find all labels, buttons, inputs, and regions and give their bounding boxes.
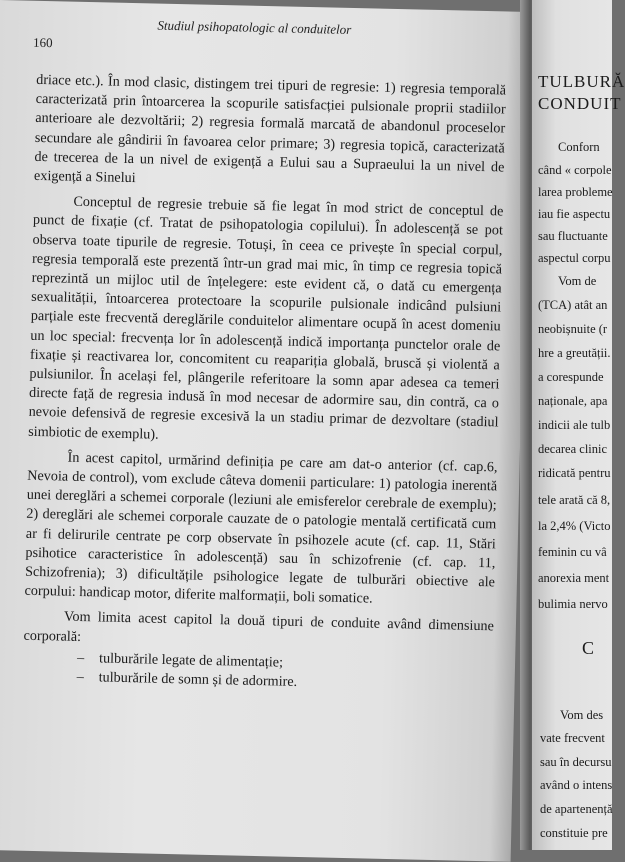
right-page-line: anorexia ment bbox=[538, 571, 610, 585]
right-page-line: constituie pre bbox=[540, 826, 608, 840]
right-page-line: Vom de bbox=[558, 274, 597, 288]
right-page-line: bulimia nervo bbox=[538, 597, 608, 611]
paragraph-2: Conceptul de regresie trebuie să fie legat în mod strict de conceptul de punct de fixație (cf. Tratat de psihopatologia copilului). În adolescență se pot observa toate tipurile de regresie. Totuși, în ceea ce privește în special corpul, regresia temporală este prezentă într-un grad mai mic, în timp ce regresia topică reprezintă un mijloc util de înțelegere: este evident că, o dată cu emergența sexualității, întoarcerea protectoare la scopurile pulsionale indicând pulsiuni parțiale este frecventă dereglările conduitelor alimentare ocupă în acest domeniu un loc special: frecvența lor în adolescență indică importanța punctelor orale de fixație și reactivarea lor, concomitent cu reapariția globală, bruscă și violentă a pulsiunilor. În același fel, plângerile referitoare la somn apar adesea ca temeri directe față de regresia indusă în mod necesar de adormire sau, din contră, ca o nevoie defensivă de regresie excesivă la un stadiu primar de dezvoltare (stadiul simbiotic de exemplu). bbox=[28, 193, 504, 443]
right-page-line: când « corpole bbox=[538, 163, 612, 177]
paragraph-4: Vom limita acest capitol la două tipuri de conduite având dimensiune corporală: bbox=[23, 609, 495, 645]
right-page-line: naționale, apa bbox=[538, 394, 608, 408]
right-page-line: sau fluctuante bbox=[538, 229, 608, 243]
right-page-line: tele arată că 8, bbox=[538, 493, 611, 507]
right-page-line: neobișnuite (r bbox=[538, 322, 608, 336]
right-page-line: feminin cu vâ bbox=[538, 545, 607, 559]
right-page-line: ridicată pentru bbox=[538, 466, 611, 480]
right-page-heading: C bbox=[582, 638, 595, 658]
right-page-line: larea probleme bbox=[538, 185, 613, 199]
right-page-line: la 2,4% (Victo bbox=[538, 519, 611, 533]
paragraph-3: În acest capitol, urmărind definiția pe care am dat-o anterior (cf. cap.6, Nevoia de control), vom exclude câteva domenii particulare: 1) patologia inerentă unei dereglări a schemei corporale (leziuni ale emisferelor cerebrale de exemplu); 2) dereglări ale schemei corporale cauzate de o patologie mentală certificată cum ar fi delirurile centrate pe corp observate în psihozele acute (cf. cap. 11, Stări psihotice caracteristice în adolescență) sau în schizofrenie (cf. cap. 11, Schizofrenia); 3) dificultățile psihologice legate de tulburări obiective ale corpului: handicap motor, diferite malformații, boli somatice. bbox=[24, 449, 498, 607]
paragraph-1: driace etc.). În mod clasic, distingem trei tipuri de regresie: 1) regresia temporală caracterizată prin întoarcerea la scopurile satisfacției pulsionale proprii stadiilor anterioare ale dezvoltării; 2) regresia formală marcată de abandonul proceselor secundare ale gândirii în favoarea celor primare; 3) regresia topică, caracterizată de trecerea de la un nivel de exigență a Eului sau a Supraeului la un nivel de exigență a Sinelui bbox=[33, 71, 507, 187]
page-number: 160 bbox=[32, 34, 53, 51]
right-page bbox=[532, 0, 625, 850]
body-text bbox=[22, 71, 506, 697]
right-page-line: (TCA) atât an bbox=[538, 298, 608, 312]
conduct-list bbox=[22, 648, 493, 697]
right-page-heading: CONDUIT bbox=[538, 94, 622, 113]
right-page-line: având o intens bbox=[540, 778, 613, 792]
running-head: Studiul psihopatologic al conduitelor bbox=[157, 17, 352, 37]
right-page-line: Conforn bbox=[558, 140, 600, 154]
right-page-line: sau în decursu bbox=[540, 755, 612, 769]
right-page-line: hre a greutății. bbox=[538, 346, 611, 360]
list-item: – tulburările legate de alimentație; bbox=[77, 649, 493, 678]
list-item: – tulburările de somn și de adormire. bbox=[76, 668, 492, 697]
right-page-line: iau fie aspectu bbox=[538, 207, 611, 221]
right-page-line: indicii ale tulb bbox=[538, 418, 611, 432]
right-page-line: Vom des bbox=[560, 708, 604, 722]
right-page-line: de apartenență bbox=[540, 802, 613, 816]
right-page-heading: TULBURĂ bbox=[538, 72, 625, 91]
right-page-line: aspectul corpu bbox=[538, 251, 611, 265]
right-page-line: a corespunde bbox=[538, 370, 604, 384]
right-page-line: decarea clinic bbox=[538, 442, 608, 456]
right-page-line: vate frecvent bbox=[540, 731, 605, 745]
